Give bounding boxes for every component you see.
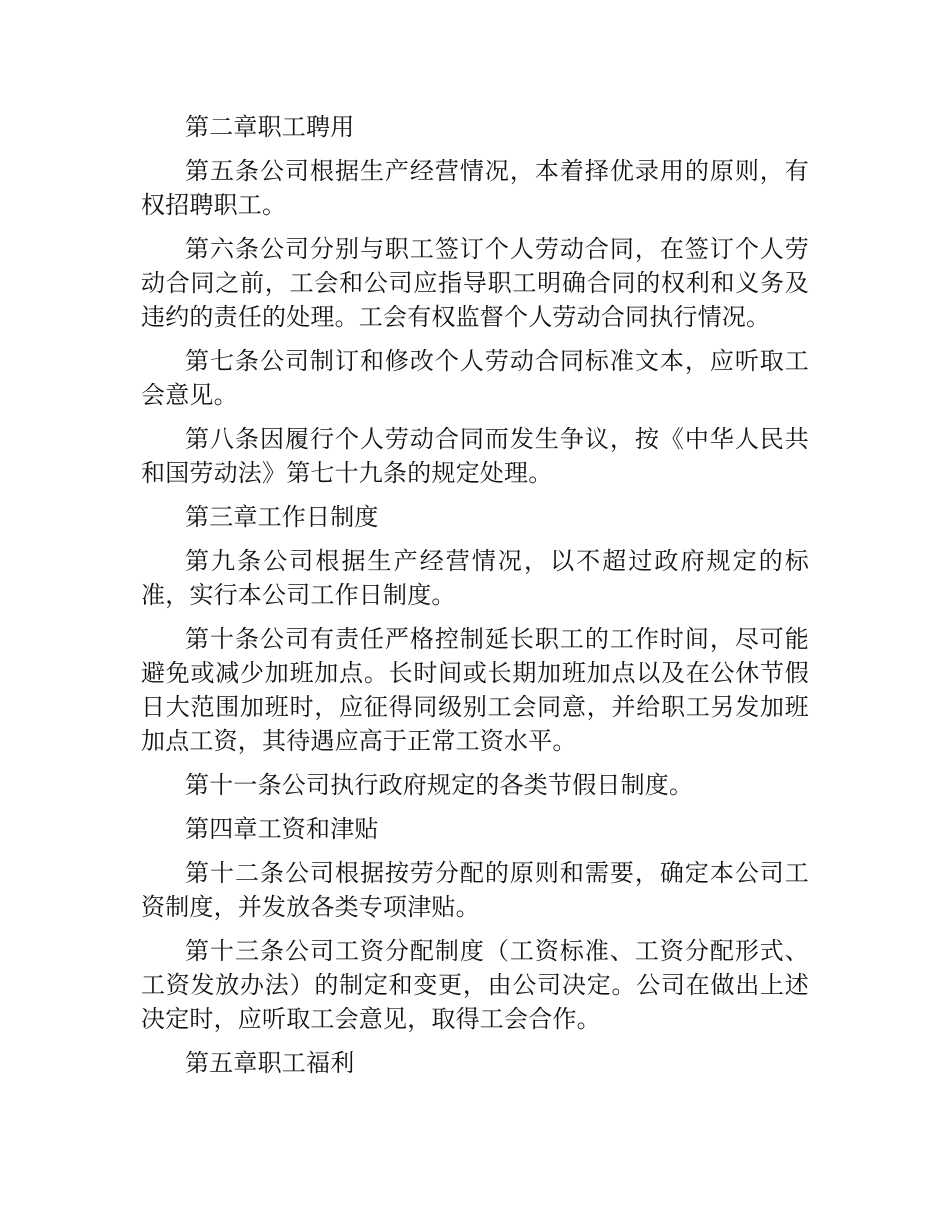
chapter-heading-3: 第三章工作日制度 xyxy=(185,503,379,531)
article-10: 第十条公司有责任严格控制延长职工的工作时间，尽可能避免或减少加班加点。长时间或长期加班加点以及在公休节假日大范围加班时，应征得同级别工会同意，并给职工另发加班加点工资，其待遇应高于正常工资水平。 xyxy=(141,625,809,755)
article-11: 第十一条公司执行政府规定的各类节假日制度。 xyxy=(185,771,694,799)
chapter-heading-5: 第五章职工福利 xyxy=(185,1049,355,1077)
article-5: 第五条公司根据生产经营情况，本着择优录用的原则，有权招聘职工。 xyxy=(141,157,809,219)
chapter-heading-2: 第二章职工聘用 xyxy=(185,113,355,141)
article-7: 第七条公司制订和修改个人劳动合同标准文本，应听取工会意见。 xyxy=(141,347,809,409)
article-12: 第十二条公司根据按劳分配的原则和需要，确定本公司工资制度，并发放各类专项津贴。 xyxy=(141,859,809,921)
document-body xyxy=(141,110,809,1090)
article-8: 第八条因履行个人劳动合同而发生争议，按《中华人民共和国劳动法》第七十九条的规定处理。 xyxy=(141,425,809,487)
article-13: 第十三条公司工资分配制度（工资标准、工资分配形式、工资发放办法）的制定和变更，由公司决定。公司在做出上述决定时，应听取工会意见，取得工会合作。 xyxy=(141,937,809,1033)
article-9: 第九条公司根据生产经营情况，以不超过政府规定的标准，实行本公司工作日制度。 xyxy=(141,547,809,609)
article-6: 第六条公司分别与职工签订个人劳动合同，在签订个人劳动合同之前，工会和公司应指导职工明确合同的权利和义务及违约的责任的处理。工会有权监督个人劳动合同执行情况。 xyxy=(141,235,809,331)
chapter-heading-4: 第四章工资和津贴 xyxy=(185,815,379,843)
